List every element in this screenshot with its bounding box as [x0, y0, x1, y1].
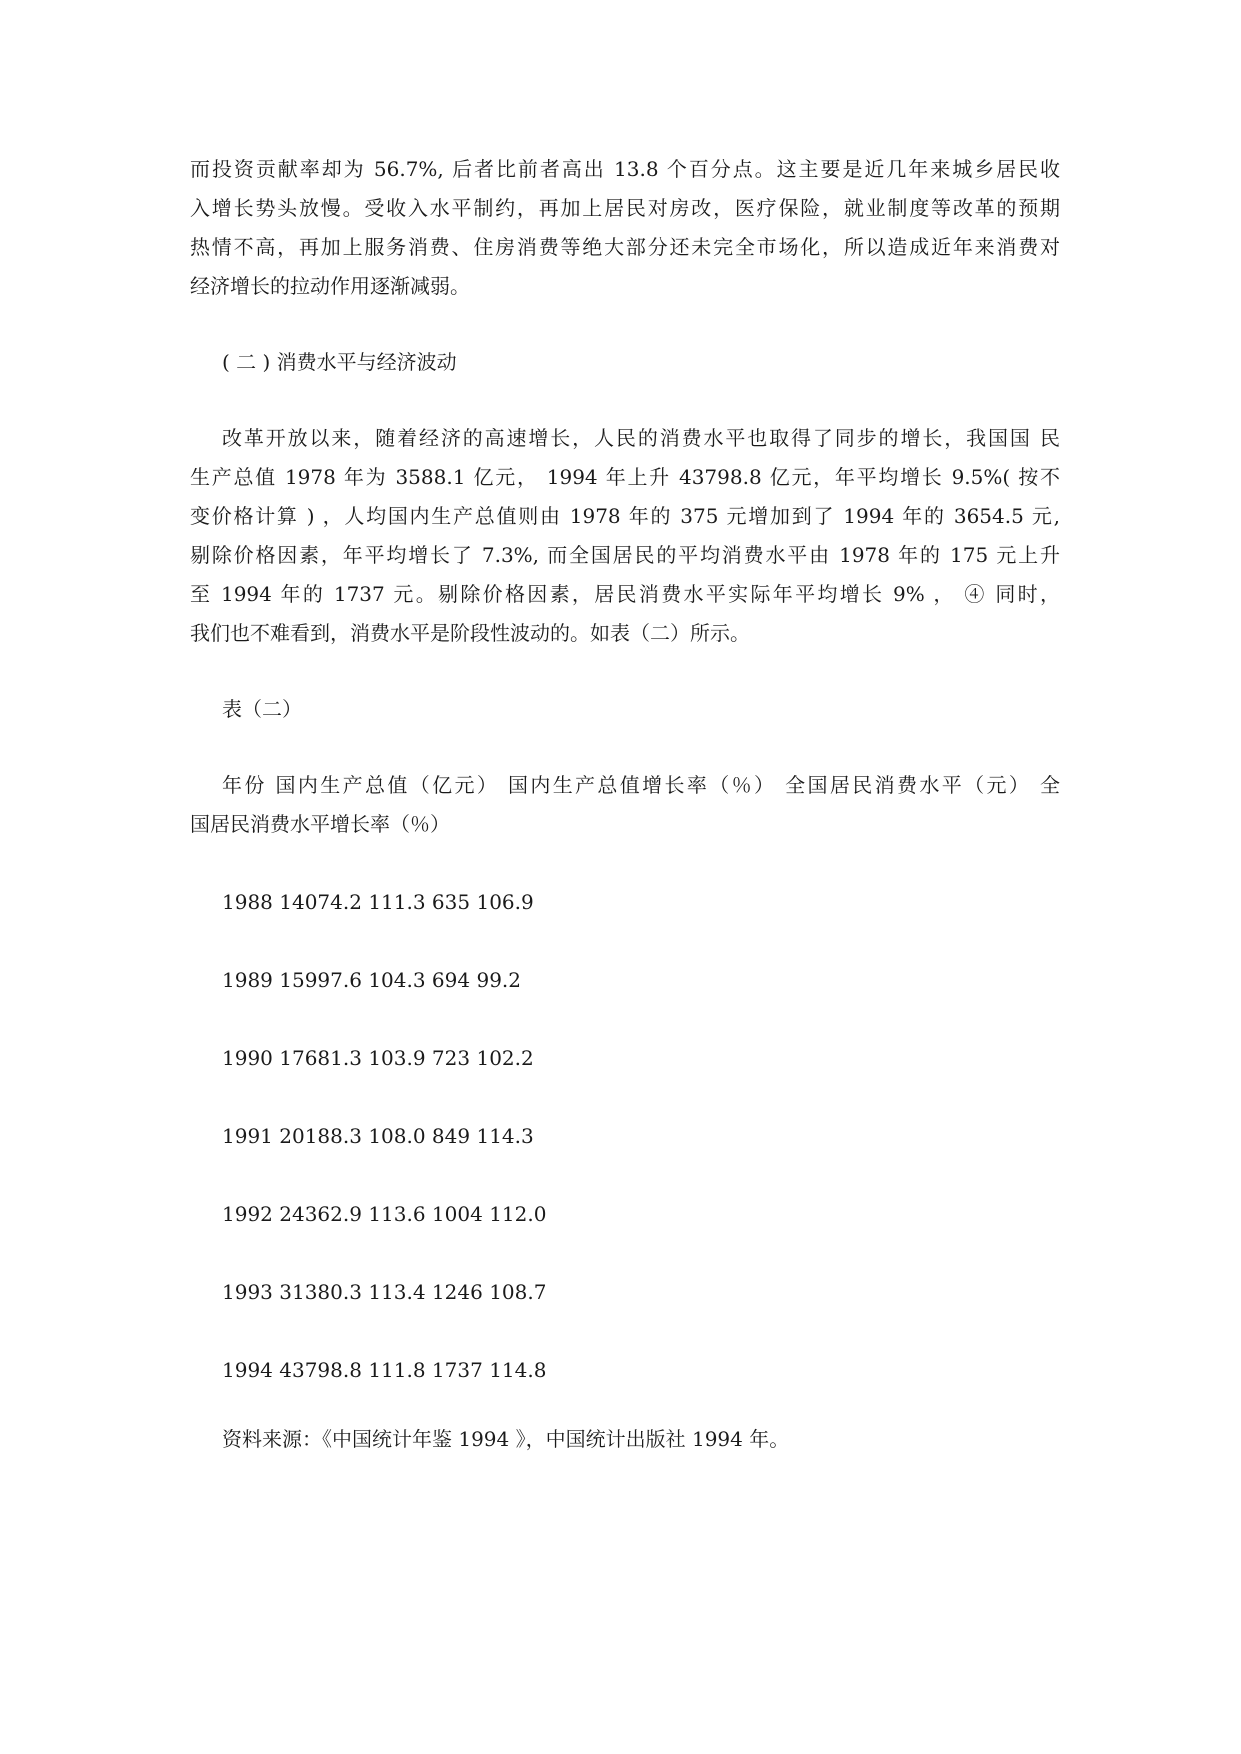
table-header: [190, 766, 1060, 844]
paragraph-investment-contribution: [190, 150, 1060, 306]
text-line: 经济增长的拉动作用逐渐减弱。: [190, 274, 470, 298]
table-row: 1992 24362.9 113.6 1004 112.0: [222, 1202, 547, 1226]
document-page: [190, 150, 1060, 1459]
text-line: 热情不高，再加上服务消费、住房消费等绝大部分还未完全市场化，所以造成近年来消费对: [190, 235, 1060, 259]
table-row: 1989 15997.6 104.3 694 99.2: [222, 968, 521, 992]
text-line: 变价格计算 ) ，人均国内生产总值则由 1978 年的 375 元增加到了 1994 年的 3654.5 元,: [190, 504, 1060, 528]
section-heading: ( 二 ) 消费水平与经济波动: [222, 350, 457, 374]
table-row: 1994 43798.8 111.8 1737 114.8: [222, 1358, 547, 1382]
text-line: 改革开放以来，随着经济的高速增长，人民的消费水平也取得了同步的增长，我国国 民: [222, 426, 1060, 450]
table-row: 1988 14074.2 111.3 635 106.9: [222, 890, 534, 914]
text-line: 我们也不难看到，消费水平是阶段性波动的。如表（二）所示。: [190, 621, 750, 645]
text-line: 至 1994 年的 1737 元。剔除价格因素，居民消费水平实际年平均增长 9% ， ④ 同时，: [190, 582, 1060, 606]
table-row: 1993 31380.3 113.4 1246 108.7: [222, 1280, 547, 1304]
table-title: 表（二）: [222, 697, 302, 721]
text-line: 年份 国内生产总值（亿元） 国内生产总值增长率（％） 全国居民消费水平（元） 全: [222, 773, 1060, 797]
text-line: 而投资贡献率却为 56.7%, 后者比前者高出 13.8 个百分点。这主要是近几年来城乡居民收: [190, 157, 1060, 181]
source-note: 资料来源：《中国统计年鉴 1994 》，中国统计出版社 1994 年。: [222, 1427, 790, 1451]
text-line: 国居民消费水平增长率（％）: [190, 812, 450, 836]
table-row: 1990 17681.3 103.9 723 102.2: [222, 1046, 534, 1070]
paragraph-consumption-level: [190, 419, 1060, 653]
text-line: 入增长势头放慢。受收入水平制约，再加上居民对房改，医疗保险，就业制度等改革的预期: [190, 196, 1060, 220]
table-row: 1991 20188.3 108.0 849 114.3: [222, 1124, 534, 1148]
text-line: 剔除价格因素，年平均增长了 7.3%, 而全国居民的平均消费水平由 1978 年的 175 元上升: [190, 543, 1060, 567]
table-body: [190, 883, 1060, 1390]
text-line: 生产总值 1978 年为 3588.1 亿元， 1994 年上升 43798.8 亿元，年平均增长 9.5%( 按不: [190, 465, 1060, 489]
